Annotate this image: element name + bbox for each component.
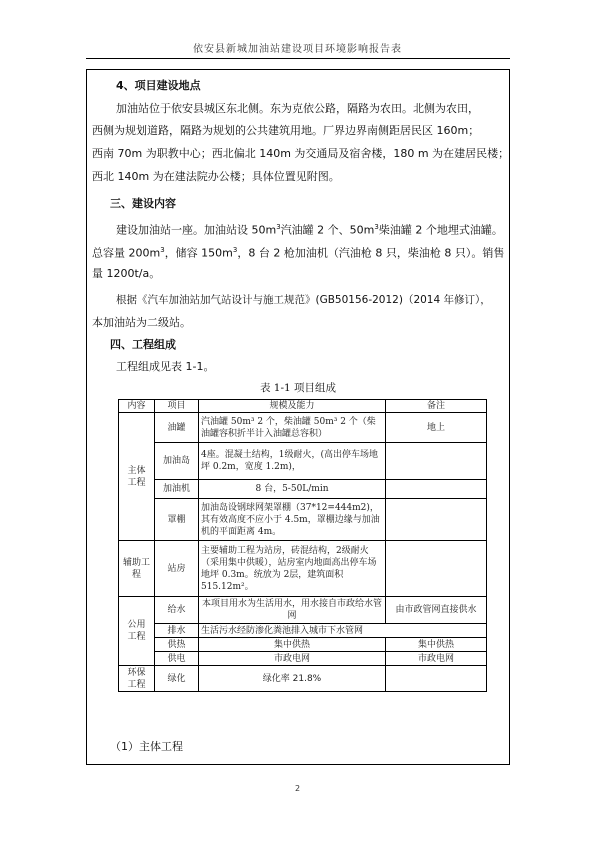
content-line-2-b: ，储容 150m (164, 246, 233, 260)
spec-cell: 主要辅助工程为站房，砖混结构，2级耐火（采用集中供暖），站房室内地面高出停车场地坪 0.3m。统放为 2层，建筑面积 515.12m²。 (199, 541, 386, 597)
group-cell-aux: 辅助工 程 (119, 541, 155, 597)
spec-cell: 8 台，5-50L/min (199, 480, 386, 499)
location-line-2: 西侧为规划道路，隔路为规划的公共建筑用地。厂界边界南侧距居民区 160m； (92, 124, 480, 137)
running-header: 依安县新城加油站建设项目环境影响报告表 (193, 44, 402, 55)
table-intro: 工程组成见表 1-1。 (116, 360, 215, 373)
composition-table (118, 399, 487, 692)
table-row (119, 413, 487, 443)
spec-cell: 集中供热 (199, 638, 386, 652)
superscript-3: 3 (160, 246, 165, 254)
standard-line-1: 根据《汽车加油站加气站设计与施工规范》(GB50156-2012)（2014 年修订）， (116, 294, 491, 306)
section-3-heading: 三、建设内容 (110, 197, 176, 210)
table-row (119, 666, 487, 692)
header-cell: 项目 (155, 400, 199, 413)
item-cell: 油罐 (155, 413, 199, 443)
note-cell (386, 666, 487, 692)
section-4b-heading: 四、工程组成 (110, 338, 176, 351)
spec-cell: 绿化率 21.8% (199, 666, 386, 692)
note-cell: 市政电网 (386, 652, 487, 666)
content-line-2 (92, 241, 504, 263)
item-cell: 加油机 (155, 480, 199, 499)
sub-heading: （1）主体工程 (110, 740, 183, 753)
table-caption: 表 1-1 项目组成 (259, 382, 337, 394)
spec-cell: 汽油罐 50m³ 2 个，柴油罐 50m³ 2 个（柴油罐容积折半计入油罐总容积） (199, 413, 386, 443)
table-row (119, 638, 487, 652)
group-cell-public: 公用 工程 (119, 597, 155, 666)
group-cell-main: 主体 工程 (119, 413, 155, 541)
table-row (119, 480, 487, 499)
header-cell: 规模及能力 (199, 400, 386, 413)
table-row (119, 652, 487, 666)
superscript-3: 3 (276, 223, 281, 231)
item-cell: 供电 (155, 652, 199, 666)
spec-cell: 生活污水经防渗化粪池排入城市下水管网 (199, 624, 487, 638)
item-cell: 罩棚 (155, 499, 199, 541)
content-line-1-b: 汽油罐 2 个、50m (280, 223, 375, 237)
note-cell: 由市政管网直接供水 (386, 597, 487, 624)
table-row (119, 597, 487, 624)
table-row (119, 541, 487, 597)
item-cell: 加油岛 (155, 443, 199, 480)
header-cell: 备注 (386, 400, 487, 413)
section-4-heading: 4、项目建设地点 (116, 79, 201, 92)
location-line-1: 加油站位于依安县城区东北侧。东为克依公路，隔路为农田。北侧为农田， (116, 102, 479, 115)
note-cell (386, 480, 487, 499)
location-line-3: 西南 70m 为职教中心；西北偏北 140m 为交通局及宿舍楼，180 m 为在建居民楼； (92, 147, 510, 160)
spec-cell: 4座。混凝土结构，1级耐火，(高出停车场地坪 0.2m，宽度 1.2m)， (199, 443, 386, 480)
item-cell: 绿化 (155, 666, 199, 692)
content-line-2-a: 总容量 200m (92, 246, 161, 260)
content-line-2-c: ，8 台 2 枪加油机（汽油枪 8 只，柴油枪 8 只）。销售 (237, 246, 505, 260)
table-row (119, 499, 487, 541)
header-cell: 内容 (119, 400, 155, 413)
note-cell: 地上 (386, 413, 487, 443)
item-cell: 站房 (155, 541, 199, 597)
item-cell: 排水 (155, 624, 199, 638)
note-cell (386, 541, 487, 597)
table-row (119, 443, 487, 480)
spec-cell: 市政电网 (199, 652, 386, 666)
standard-line-2: 本加油站为二级站。 (92, 316, 191, 329)
content-line-1 (116, 218, 503, 240)
note-cell (386, 499, 487, 541)
content-line-3: 量 1200t/a。 (92, 267, 161, 280)
content-line-1-c: 柴油罐 2 个地埋式油罐。 (378, 223, 503, 237)
item-cell: 供热 (155, 638, 199, 652)
superscript-3: 3 (374, 223, 379, 231)
group-cell-env: 环保 工程 (119, 666, 155, 692)
spec-cell: 加油岛设钢球网架罩棚（37*12=444m2)，其有效高度不应小于 4.5m，罩棚边缘与加油机的平面距离 4m。 (199, 499, 386, 541)
content-line-1-a: 建设加油站一座。加油站设 50m (116, 223, 277, 237)
note-cell: 集中供热 (386, 638, 487, 652)
superscript-3: 3 (232, 246, 238, 254)
table-row (119, 624, 487, 638)
spec-cell: 本项目用水为生活用水，用水接自市政给水管网 (199, 597, 386, 624)
item-cell: 给水 (155, 597, 199, 624)
table-header-row (119, 400, 487, 413)
header-rule (86, 58, 510, 59)
page-number: 2 (294, 784, 301, 793)
note-cell (386, 443, 487, 480)
location-line-4: 西北 140m 为在建法院办公楼；具体位置见附图。 (92, 170, 340, 183)
